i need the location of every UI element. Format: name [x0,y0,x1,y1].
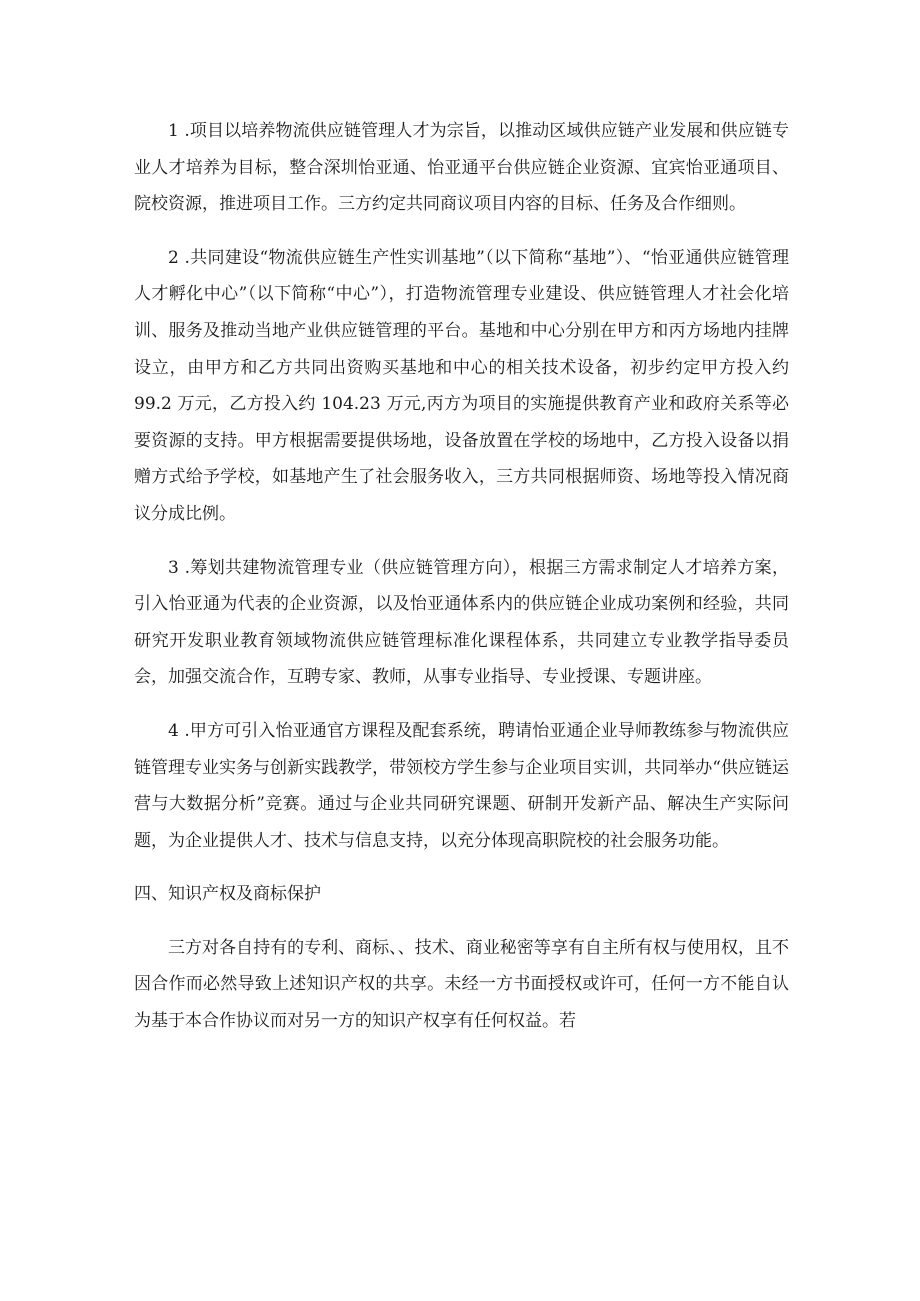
paragraph-item-3: 3 .筹划共建物流管理专业（供应链管理方向），根据三方需求制定人才培养方案，引入怡亚通为代表的企业资源，以及怡亚通体系内的供应链企业成功案例和经验，共同研究开发职业教育领域物流供应链管理标准化课程体系，共同建立专业教学指导委员会，加强交流合作，互聘专家、教师，从事专业指导、专业授课、专题讲座。 [134,557,789,688]
section-paragraph: 三方对各自持有的专利、商标、、技术、商业秘密等享有自主所有权与使用权，且不因合作而必然导致上述知识产权的共享。未经一方书面授权或许可，任何一方不能自认为基于本合作协议而对另一方的知识产权享有任何权益。若 [134,937,789,1032]
paragraph-item-4: 4 .甲方可引入怡亚通官方课程及配套系统，聘请怡亚通企业导师教练参与物流供应链管理专业实务与创新实践教学，带领校方学生参与企业项目实训，共同举办“供应链运营与大数据分析”竞赛。通过与企业共同研究课题、研制开发新产品、解决生产实际问题，为企业提供人才、技术与信息支持，以充分体现高职院校的社会服务功能。 [134,720,789,851]
paragraph-item-1: 1 .项目以培养物流供应链管理人才为宗旨，以推动区域供应链产业发展和供应链专业人才培养为目标，整合深圳怡亚通、怡亚通平台供应链企业资源、宜宾怡亚通项目、院校资源，推进项目工作。三方约定共同商议项目内容的目标、任务及合作细则。 [134,121,789,215]
section-heading: 四、知识产权及商标保护 [134,884,321,905]
paragraph-item-2: 2 .共同建设“物流供应链生产性实训基地”（以下简称“基地”）、“怡亚通供应链管理人才孵化中心”（以下简称“中心”），打造物流管理专业建设、供应链管理人才社会化培训、服务及推动当地产业供应链管理的平台。基地和中心分别在甲方和丙方场地内挂牌设立，由甲方和乙方共同出资购买基地和中心的相关技术设备，初步约定甲方投入约 99.2 万元，乙方投入约 104.23 万元,丙方为项目的实施提供教育产业和政府关系等必要资源的支持。甲方根据需要提供场地，设备放置在学校的场地中，乙方投入设备以捐赠方式给予学校，如基地产生了社会服务收入，三方共同根据师资、场地等投入情况商议分成比例。 [134,247,789,524]
document-body [134,113,789,1057]
